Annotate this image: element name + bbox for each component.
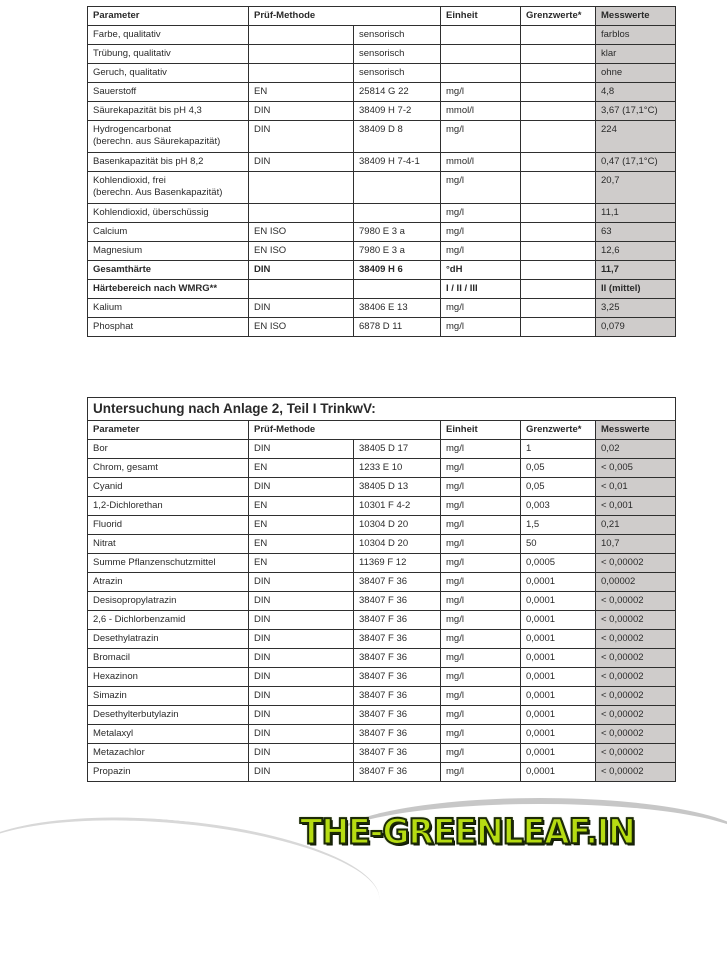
measured-cell: 20,7 [596,172,676,204]
table-row [88,242,676,261]
norm-cell: DIN [249,261,354,280]
method-cell: 10301 F 4-2 [354,497,441,516]
table-row [88,261,676,280]
table-row [88,459,676,478]
parameter-cell: Desethylterbutylazin [88,706,249,725]
parameter-cell: Nitrat [88,535,249,554]
table-row [88,649,676,668]
table-row [88,26,676,45]
measured-cell: klar [596,45,676,64]
norm-cell: EN ISO [249,318,354,337]
unit-cell: mg/l [441,459,521,478]
parameter-cell: Desisopropylatrazin [88,592,249,611]
parameter-cell: Phosphat [88,318,249,337]
parameter-cell: Cyanid [88,478,249,497]
parameter-cell: Geruch, qualitativ [88,64,249,83]
table-row [88,64,676,83]
method-cell: 7980 E 3 a [354,242,441,261]
table-header-row [88,421,676,440]
limit-cell: 50 [521,535,596,554]
measured-cell: 0,21 [596,516,676,535]
parameter-cell: Metazachlor [88,744,249,763]
limit-cell [521,83,596,102]
table-row [88,535,676,554]
table-row [88,611,676,630]
norm-cell: EN ISO [249,223,354,242]
table-row [88,299,676,318]
method-cell: 38407 F 36 [354,573,441,592]
table-row [88,318,676,337]
measured-cell: 0,00002 [596,573,676,592]
table-row [88,592,676,611]
limit-cell: 0,05 [521,459,596,478]
measured-cell: 11,1 [596,204,676,223]
norm-cell: EN [249,535,354,554]
unit-cell: mg/l [441,497,521,516]
method-cell: 38407 F 36 [354,668,441,687]
method-cell: 38405 D 17 [354,440,441,459]
header-measured: Messwerte [596,421,676,440]
method-cell: 1233 E 10 [354,459,441,478]
norm-cell: EN [249,516,354,535]
method-cell: 38407 F 36 [354,611,441,630]
unit-cell: mg/l [441,223,521,242]
unit-cell: mg/l [441,318,521,337]
measured-cell: < 0,00002 [596,706,676,725]
norm-cell: DIN [249,611,354,630]
parameter-note: (berechn. aus Säurekapazität) [93,136,221,147]
method-cell: 25814 G 22 [354,83,441,102]
method-cell: sensorisch [354,26,441,45]
unit-cell: mg/l [441,573,521,592]
limit-cell [521,121,596,153]
method-cell: sensorisch [354,45,441,64]
table-row [88,440,676,459]
measured-cell: 11,7 [596,261,676,280]
limit-cell: 1 [521,440,596,459]
norm-cell: DIN [249,592,354,611]
measured-cell: < 0,00002 [596,554,676,573]
limit-cell: 0,0001 [521,668,596,687]
measured-cell: farblos [596,26,676,45]
table-body [88,440,676,782]
unit-cell: mg/l [441,649,521,668]
method-cell: sensorisch [354,64,441,83]
measured-cell: 63 [596,223,676,242]
norm-cell: EN ISO [249,242,354,261]
method-cell [354,280,441,299]
norm-cell: DIN [249,649,354,668]
limit-cell [521,242,596,261]
parameter-cell: Trübung, qualitativ [88,45,249,64]
table-row [88,204,676,223]
method-cell: 38409 H 7-2 [354,102,441,121]
table-header-row [88,7,676,26]
limit-cell [521,280,596,299]
unit-cell: mg/l [441,630,521,649]
limit-cell [521,153,596,172]
norm-cell: EN [249,554,354,573]
norm-cell: DIN [249,440,354,459]
parameter-cell: Fluorid [88,516,249,535]
table-row [88,45,676,64]
method-cell [354,172,441,204]
measured-cell: 0,079 [596,318,676,337]
limit-cell [521,299,596,318]
measured-cell: < 0,01 [596,478,676,497]
method-cell: 11369 F 12 [354,554,441,573]
norm-cell: DIN [249,744,354,763]
parameter-cell: 1,2-Dichlorethan [88,497,249,516]
measured-cell: 0,47 (17,1°C) [596,153,676,172]
table-row [88,102,676,121]
header-unit: Einheit [441,7,521,26]
norm-cell: DIN [249,102,354,121]
norm-cell [249,172,354,204]
table-row [88,573,676,592]
method-cell: 7980 E 3 a [354,223,441,242]
unit-cell [441,45,521,64]
measured-cell: < 0,00002 [596,687,676,706]
norm-cell: DIN [249,121,354,153]
water-analysis-table [87,6,676,337]
norm-cell: DIN [249,725,354,744]
unit-cell [441,26,521,45]
measured-cell: < 0,00002 [596,611,676,630]
parameter-cell: Basenkapazität bis pH 8,2 [88,153,249,172]
norm-cell: DIN [249,478,354,497]
norm-cell: DIN [249,706,354,725]
norm-cell [249,204,354,223]
table-row [88,121,676,153]
measured-cell: 4,8 [596,83,676,102]
limit-cell: 0,0001 [521,687,596,706]
method-cell: 38407 F 36 [354,744,441,763]
parameter-cell: Bor [88,440,249,459]
measured-cell: < 0,00002 [596,630,676,649]
parameter-label: Kohlendioxid, frei [93,175,166,186]
norm-cell: EN [249,83,354,102]
unit-cell: mg/l [441,242,521,261]
table-row [88,744,676,763]
limit-cell [521,261,596,280]
unit-cell: mg/l [441,478,521,497]
limit-cell [521,64,596,83]
unit-cell: mg/l [441,121,521,153]
table-row [88,725,676,744]
parameter-cell: Bromacil [88,649,249,668]
unit-cell: mg/l [441,744,521,763]
method-cell: 38407 F 36 [354,706,441,725]
table-row [88,478,676,497]
limit-cell [521,204,596,223]
unit-cell: mg/l [441,611,521,630]
norm-cell: EN [249,497,354,516]
table-row [88,687,676,706]
method-cell: 38407 F 36 [354,687,441,706]
measured-cell: < 0,001 [596,497,676,516]
measured-cell: 3,25 [596,299,676,318]
limit-cell: 0,0001 [521,573,596,592]
limit-cell [521,318,596,337]
unit-cell: mg/l [441,592,521,611]
table-row [88,153,676,172]
method-cell: 10304 D 20 [354,535,441,554]
method-cell: 6878 D 11 [354,318,441,337]
norm-cell: DIN [249,153,354,172]
parameter-cell: Gesamthärte [88,261,249,280]
parameter-cell: Propazin [88,763,249,782]
table-row [88,706,676,725]
table-row [88,497,676,516]
measured-cell: 3,67 (17,1°C) [596,102,676,121]
unit-cell: mg/l [441,706,521,725]
measured-cell: 224 [596,121,676,153]
method-cell: 38406 E 13 [354,299,441,318]
parameter-cell: Simazin [88,687,249,706]
limit-cell [521,45,596,64]
unit-cell: mmol/l [441,102,521,121]
table-row [88,668,676,687]
parameter-cell: Farbe, qualitativ [88,26,249,45]
measured-cell: < 0,00002 [596,649,676,668]
limit-cell: 0,0005 [521,554,596,573]
limit-cell [521,26,596,45]
unit-cell: mg/l [441,83,521,102]
measured-cell: II (mittel) [596,280,676,299]
header-limit: Grenzwerte* [521,421,596,440]
limit-cell: 0,0001 [521,611,596,630]
norm-cell [249,45,354,64]
limit-cell [521,223,596,242]
unit-cell: °dH [441,261,521,280]
table-row [88,554,676,573]
parameter-cell: Härtebereich nach WMRG** [88,280,249,299]
norm-cell [249,26,354,45]
parameter-note: (berechn. Aus Basenkapazität) [93,187,223,198]
measured-cell: < 0,00002 [596,592,676,611]
parameter-cell: Magnesium [88,242,249,261]
limit-cell: 0,0001 [521,725,596,744]
measured-cell: 0,02 [596,440,676,459]
unit-cell: mg/l [441,172,521,204]
limit-cell: 0,003 [521,497,596,516]
parameter-cell: 2,6 - Dichlorbenzamid [88,611,249,630]
parameter-cell: Calcium [88,223,249,242]
parameter-label: Hydrogencarbonat [93,124,172,135]
parameter-cell [88,121,249,153]
unit-cell: mg/l [441,554,521,573]
unit-cell: mg/l [441,668,521,687]
method-cell [354,204,441,223]
table-title: Untersuchung nach Anlage 2, Teil I TrinkwV: [88,398,676,421]
measured-cell: < 0,005 [596,459,676,478]
parameter-cell: Chrom, gesamt [88,459,249,478]
method-cell: 38407 F 36 [354,763,441,782]
header-unit: Einheit [441,421,521,440]
norm-cell: DIN [249,687,354,706]
footer-logo-area [0,790,727,864]
norm-cell: DIN [249,299,354,318]
method-cell: 38407 F 36 [354,725,441,744]
parameter-cell: Atrazin [88,573,249,592]
header-parameter: Parameter [88,7,249,26]
method-cell: 10304 D 20 [354,516,441,535]
site-logo: THE-GREENLEAF.IN [300,811,635,852]
unit-cell: mg/l [441,763,521,782]
header-parameter: Parameter [88,421,249,440]
method-cell: 38405 D 13 [354,478,441,497]
norm-cell [249,64,354,83]
method-cell: 38407 F 36 [354,649,441,668]
unit-cell: mg/l [441,204,521,223]
parameter-cell: Kohlendioxid, überschüssig [88,204,249,223]
limit-cell: 0,0001 [521,592,596,611]
parameter-cell: Säurekapazität bis pH 4,3 [88,102,249,121]
method-cell: 38409 H 7-4-1 [354,153,441,172]
method-cell: 38407 F 36 [354,630,441,649]
measured-cell: 10,7 [596,535,676,554]
unit-cell: mg/l [441,440,521,459]
parameter-cell: Sauerstoff [88,83,249,102]
unit-cell: mg/l [441,725,521,744]
limit-cell: 1,5 [521,516,596,535]
limit-cell: 0,0001 [521,630,596,649]
method-cell: 38409 H 6 [354,261,441,280]
limit-cell [521,172,596,204]
norm-cell: DIN [249,763,354,782]
parameter-cell: Desethylatrazin [88,630,249,649]
unit-cell: mmol/l [441,153,521,172]
measured-cell: < 0,00002 [596,763,676,782]
table-title-row [88,398,676,421]
header-method: Prüf-Methode [249,421,441,440]
limit-cell: 0,05 [521,478,596,497]
table-body [88,26,676,337]
table-row [88,280,676,299]
unit-cell: I / II / III [441,280,521,299]
method-cell: 38409 D 8 [354,121,441,153]
norm-cell: DIN [249,573,354,592]
parameter-cell: Summe Pflanzenschutzmittel [88,554,249,573]
measured-cell: < 0,00002 [596,744,676,763]
table-row [88,516,676,535]
table-row [88,172,676,204]
unit-cell: mg/l [441,299,521,318]
limit-cell [521,102,596,121]
trinkwv-analysis-table [87,397,676,782]
limit-cell: 0,0001 [521,706,596,725]
norm-cell: EN [249,459,354,478]
header-limit: Grenzwerte* [521,7,596,26]
unit-cell: mg/l [441,516,521,535]
limit-cell: 0,0001 [521,763,596,782]
unit-cell: mg/l [441,535,521,554]
measured-cell: ohne [596,64,676,83]
measured-cell: 12,6 [596,242,676,261]
norm-cell: DIN [249,668,354,687]
parameter-cell [88,172,249,204]
method-cell: 38407 F 36 [354,592,441,611]
norm-cell [249,280,354,299]
unit-cell: mg/l [441,687,521,706]
unit-cell [441,64,521,83]
table-row [88,763,676,782]
parameter-cell: Metalaxyl [88,725,249,744]
limit-cell: 0,0001 [521,649,596,668]
table-row [88,630,676,649]
table-row [88,83,676,102]
measured-cell: < 0,00002 [596,668,676,687]
norm-cell: DIN [249,630,354,649]
limit-cell: 0,0001 [521,744,596,763]
measured-cell: < 0,00002 [596,725,676,744]
header-measured: Messwerte [596,7,676,26]
parameter-cell: Hexazinon [88,668,249,687]
table-row [88,223,676,242]
header-method: Prüf-Methode [249,7,441,26]
parameter-cell: Kalium [88,299,249,318]
